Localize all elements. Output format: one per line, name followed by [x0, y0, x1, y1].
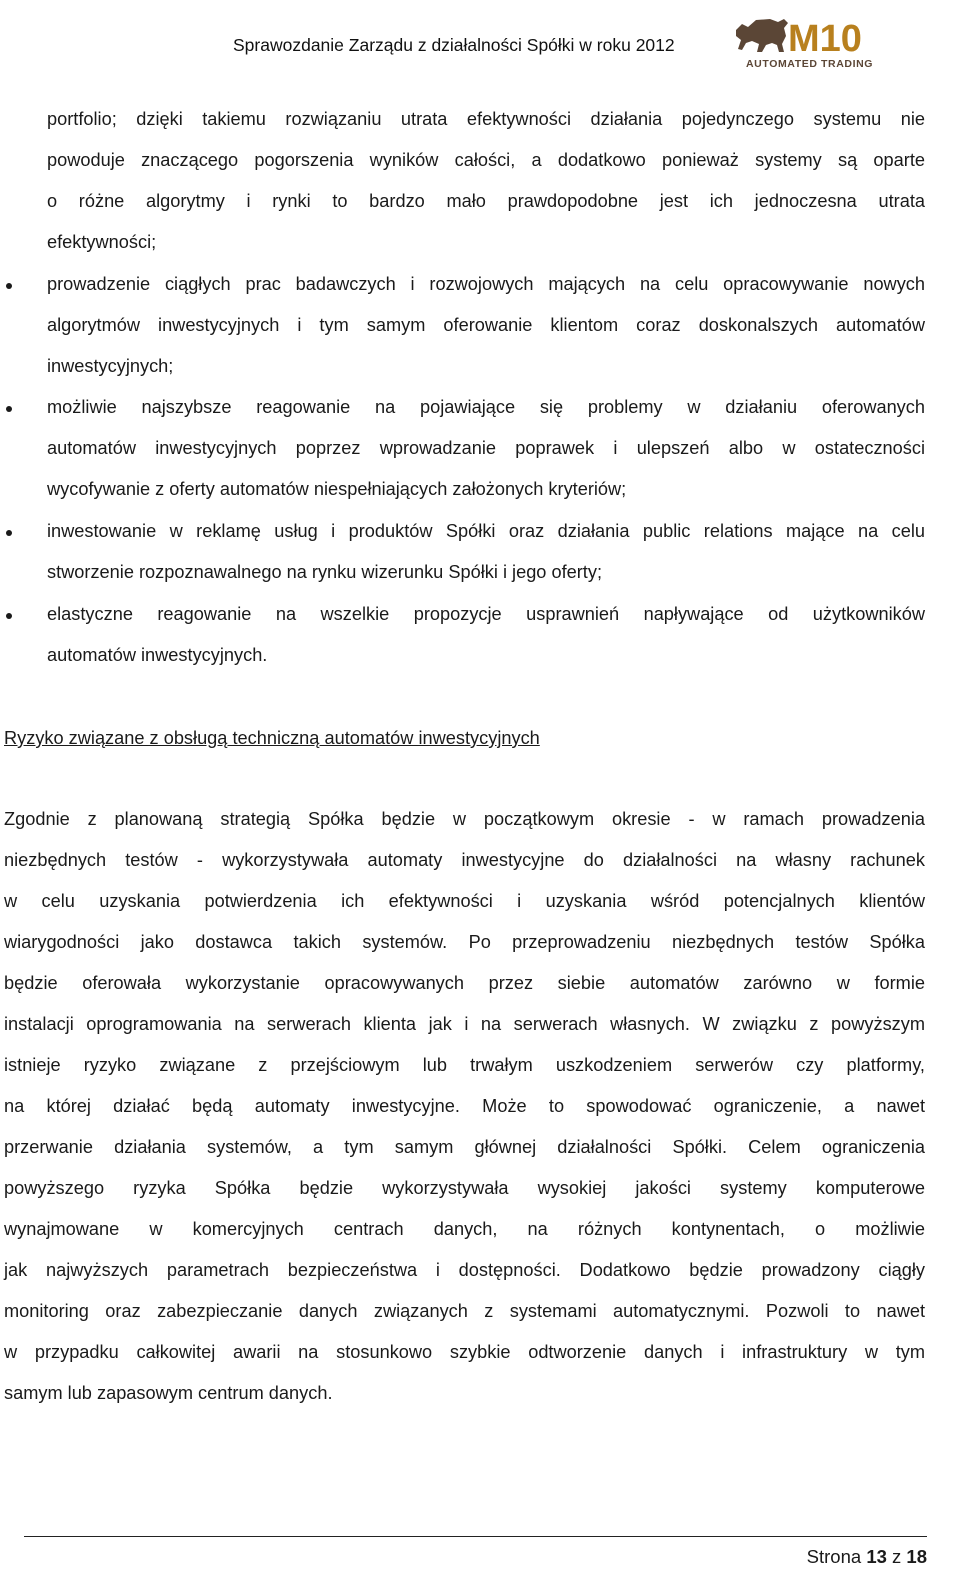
- text-line: jak najwyższych parametrach bezpieczeństwa i dostępności. Dodatkowo będzie prowadzony ciągły: [4, 1260, 925, 1280]
- bull-icon: [736, 19, 788, 52]
- text-line: inwestycyjnych;: [47, 356, 174, 376]
- text-line: możliwie najszybsze reagowanie na pojawiające się problemy w działaniu oferowanych: [47, 397, 925, 417]
- text-line: elastyczne reagowanie na wszelkie propozycje usprawnień napływające od użytkowników: [47, 604, 925, 624]
- text-line: przerwanie działania systemów, a tym samym głównej działalności Spółki. Celem ograniczenia: [4, 1137, 925, 1157]
- text-line: wiarygodności jako dostawca takich systemów. Po przeprowadzeniu niezbędnych testów Spółka: [4, 932, 925, 952]
- text-line: o różne algorytmy i rynki to bardzo mało prawdopodobne jest ich jednoczesna utrata: [47, 191, 925, 211]
- text-line: powyższego ryzyka Spółka będzie wykorzystywała wysokiej jakości systemy komputerowe: [4, 1178, 925, 1198]
- logo-subtitle: AUTOMATED TRADING: [746, 58, 874, 70]
- text-line: prowadzenie ciągłych prac badawczych i rozwojowych mających na celu opracowywanie nowych: [47, 274, 925, 294]
- document-title: Sprawozdanie Zarządu z działalności Spółki w roku 2012: [233, 35, 675, 55]
- text-line: Zgodnie z planowaną strategią Spółka będzie w początkowym okresie - w ramach prowadzenia: [4, 809, 925, 829]
- text-line: stworzenie rozpoznawalnego na rynku wizerunku Spółki i jego oferty;: [47, 562, 603, 582]
- text-line: efektywności;: [47, 232, 157, 252]
- logo-text: M10: [788, 18, 862, 60]
- current-page: 13: [866, 1546, 887, 1567]
- text-line: w celu uzyskania potwierdzenia ich efektywności i uzyskania wśród potencjalnych klientów: [4, 891, 925, 911]
- text-line: będzie oferowała wykorzystanie opracowywanych przez siebie automatów zarówno w formie: [4, 973, 925, 993]
- text-line: portfolio; dzięki takiemu rozwiązaniu utrata efektywności działania pojedynczego systemu nie: [47, 109, 925, 129]
- text-line: niezbędnych testów - wykorzystywała automaty inwestycyjne do działalności na własny rachunek: [4, 850, 925, 870]
- page-separator: z: [892, 1546, 902, 1567]
- bullet-dot-icon: [6, 406, 12, 412]
- bullet-dot-icon: [6, 613, 12, 619]
- total-pages: 18: [906, 1546, 927, 1567]
- page-prefix: Strona: [806, 1546, 862, 1567]
- text-line: algorytmów inwestycyjnych i tym samym oferowanie klientom coraz doskonalszych automatów: [47, 315, 925, 335]
- section-heading: Ryzyko związane z obsługą techniczną automatów inwestycyjnych: [4, 728, 540, 748]
- company-logo: [732, 10, 892, 72]
- text-line: na której działać będą automaty inwestycyjne. Może to spowodować ograniczenie, a nawet: [4, 1096, 925, 1116]
- footer-divider: [24, 1536, 927, 1537]
- bullet-dot-icon: [6, 283, 12, 289]
- text-line: wycofywanie z oferty automatów niespełniających założonych kryteriów;: [47, 479, 627, 499]
- text-line: automatów inwestycyjnych.: [47, 645, 268, 665]
- text-line: inwestowanie w reklamę usług i produktów Spółki oraz działania public relations mające na celu: [47, 521, 925, 541]
- bullet-dot-icon: [6, 530, 12, 536]
- text-line: samym lub zapasowym centrum danych.: [4, 1383, 333, 1403]
- text-line: wynajmowane w komercyjnych centrach danych, na różnych kontynentach, o możliwie: [4, 1219, 925, 1239]
- text-line: instalacji oprogramowania na serwerach klienta jak i na serwerach własnych. W związku z powyższym: [4, 1014, 925, 1034]
- page-number: [807, 1546, 927, 1568]
- text-line: monitoring oraz zabezpieczanie danych związanych z systemami automatycznymi. Pozwoli to nawet: [4, 1301, 925, 1321]
- text-line: powoduje znaczącego pogorszenia wyników całości, a dodatkowo ponieważ systemy są oparte: [47, 150, 925, 170]
- text-line: istnieje ryzyko związane z przejściowym lub trwałym uszkodzeniem serwerów czy platformy,: [4, 1055, 925, 1075]
- text-line: automatów inwestycyjnych poprzez wprowadzanie poprawek i ulepszeń albo w ostateczności: [47, 438, 925, 458]
- text-line: w przypadku całkowitej awarii na stosunkowo szybkie odtworzenie danych i infrastruktury w tym: [4, 1342, 925, 1362]
